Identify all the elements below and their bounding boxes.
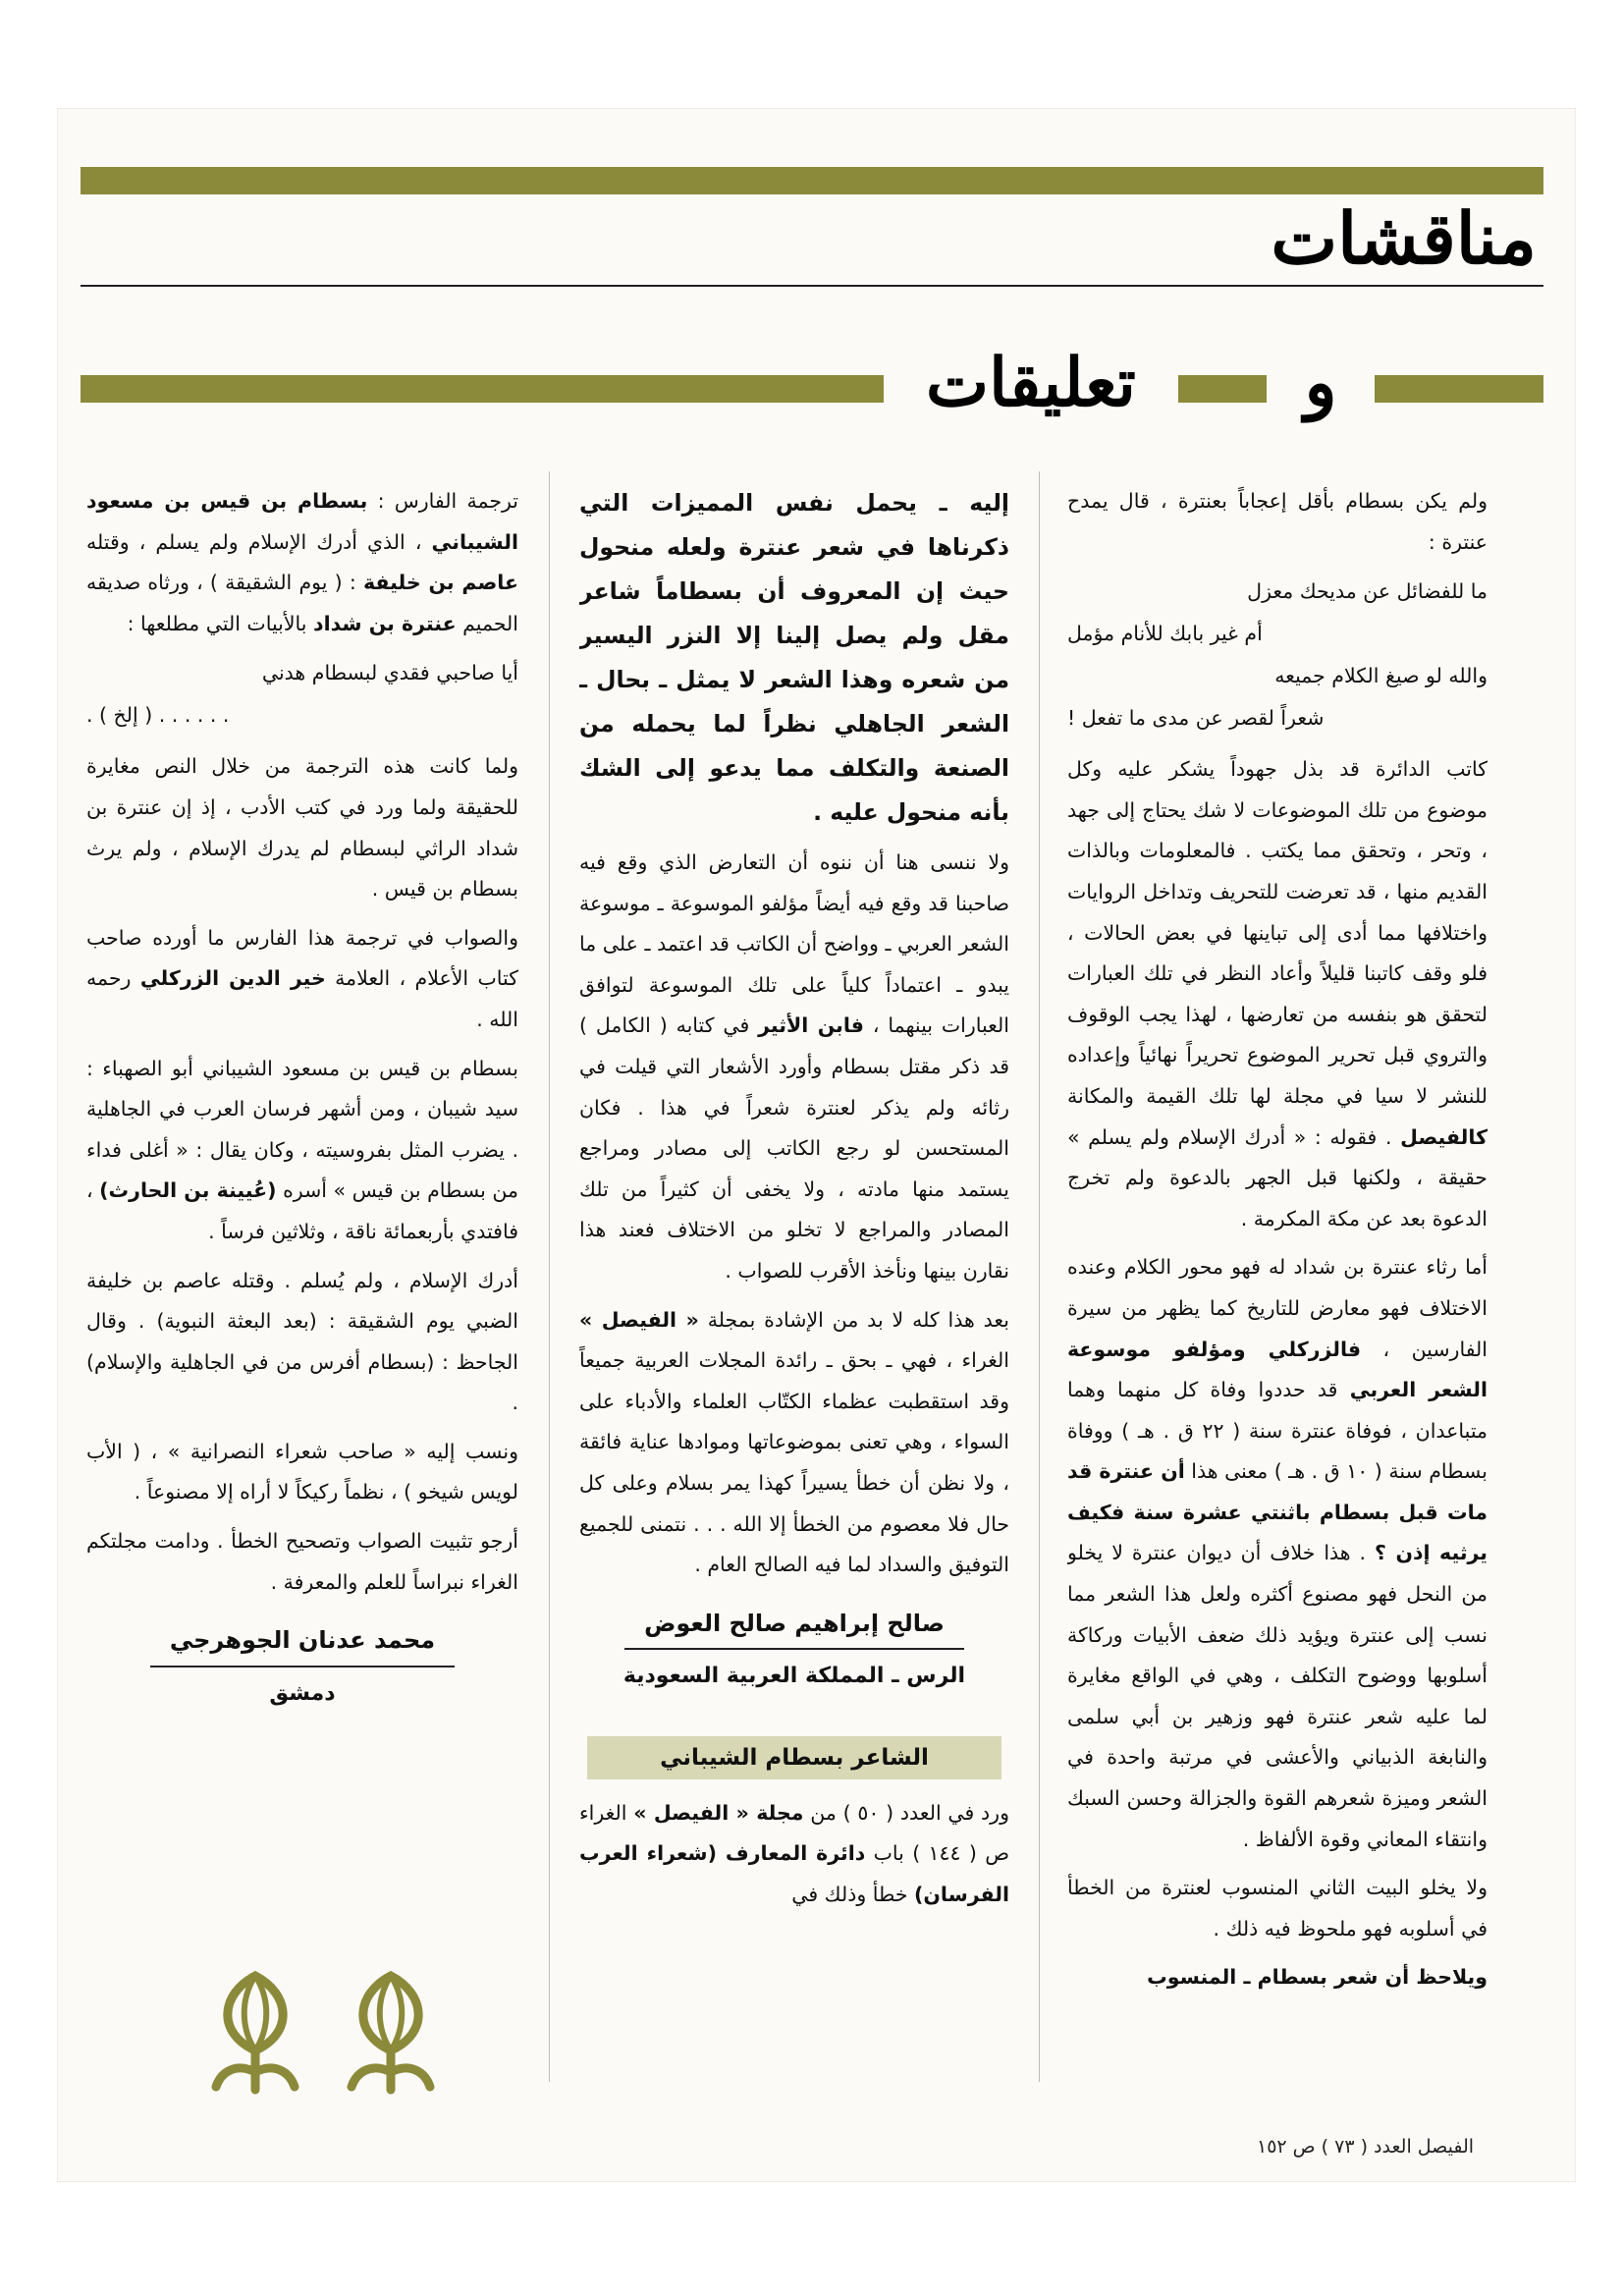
paragraph: ولما كانت هذه الترجمة من خلال النص مغايرة للحقيقة ولما ورد في كتب الأدب ، إذ إن عنترة بن شداد الراثي لبسطام لم يدرك الإسلام ، ولم يرث بسطام بن قيس . <box>86 754 518 902</box>
poem-line: أيا صاحبي فقدي لبسطام هدني <box>261 661 518 685</box>
paragraph <box>1067 1247 1488 1860</box>
bold-text: بسطام بن قيس بن مسعود الشيباني <box>86 489 518 554</box>
text-run: ولا ننسى هنا أن ننوه أن التعارض الذي وقع فيه صاحبنا قد وقع فيه أيضاً مؤلفو الموسوعة ـ موسوعة الشعر العربي ـ وواضح أن الكاتب قد اعتمد ـ على ما يبدو ـ اعتماداً كلياً على تلك الموسوعة لتوافق العبارات بينهما ، <box>579 850 1009 1038</box>
bold-text: فابن الأثير <box>758 1013 864 1038</box>
text-run: قد حددوا وفاة كل منهما وهما متباعدان ، فوفاة عنترة سنة ( ٢٢ ق . هـ ) ووفاة بسطام سنة ( ١٠ ق . هـ ) معنى هذا <box>1067 1378 1488 1484</box>
poem-line: أم غير بابك للأنام مؤمل <box>1067 622 1263 646</box>
poem <box>1067 571 1488 739</box>
bold-text: دائرة المعارف (شعراء العرب الفرسان) <box>579 1841 1009 1907</box>
text-run: الغراء ص ( ١٤٤ ) باب <box>579 1800 1009 1866</box>
paragraph <box>86 481 518 644</box>
article-column-middle <box>579 481 1009 2072</box>
text-run: بعد هذا كله لا بد من الإشادة بمجلة <box>707 1307 1009 1332</box>
bold-text: كالفيصل <box>1400 1124 1488 1149</box>
section-title-conjunction: و <box>1267 344 1375 422</box>
column-divider <box>549 471 550 2082</box>
text-run: والصواب في ترجمة هذا الفارس ما أورده صاحب كتاب الأعلام ، العلامة <box>86 925 518 991</box>
bold-text: عنترة بن شداد <box>313 611 457 635</box>
text-run: أما رثاء عنترة بن شداد له فهو محور الكلام وعنده الاختلاف فهو معارض للتاريخ كما يظهر من سيرة الفارسين ، <box>1067 1255 1488 1361</box>
paragraph <box>86 918 518 1041</box>
text-run: في كتابه ( الكامل ) قد ذكر مقتل بسطام وأورد الأشعار التي قيلت في رثائه ولم يذكر لعنترة شعراً في هذا . فكان المستحسن لو رجع الكاتب إلى مصادر ومراجع يستمد منها مادته ، ولا يخفى أن كثيراً من تلك المصادر والمراجع لا تخلو من الاختلاف فعند هذا نقارن بينها ونأخذ الأقرب للصواب . <box>579 1013 1009 1283</box>
paragraph <box>579 1300 1009 1586</box>
poem <box>86 652 518 737</box>
header-top-bar <box>81 167 1543 194</box>
text-run: بالأبيات التي مطلعها : <box>127 611 307 635</box>
poem-line: ما للفضائل عن مديحك معزل <box>1247 579 1488 604</box>
signature-block <box>86 1620 518 1714</box>
paragraph <box>579 1793 1009 1916</box>
bold-text: إليه ـ يحمل نفس المميزات التي ذكرناها في شعر عنترة ولعله منحول حيث إن المعروف أن بسطاماً شاعر مقل ولم يصل إلينا إلا النزر اليسير من شعره وهذا الشعر لا يمثل ـ بحال ـ الشعر الجاهلي نظراً لما يحمله من الصنعة والتكلف مما يدعو إلى الشك بأنه منحول عليه . <box>579 489 1009 826</box>
poem-line: شعراً لقصر عن مدى ما تفعل ! <box>1067 706 1325 731</box>
paragraph <box>1067 1957 1488 1998</box>
flower-ornament-icon <box>196 1964 314 2102</box>
header-rule <box>81 285 1543 287</box>
text-run: رحمه الله . <box>86 966 518 1031</box>
poem-line: . . . . . . ( إلخ ) . <box>86 703 230 728</box>
paragraph: أدرك الإسلام ، ولم يُسلم . وقتله عاصم بن خليفة الضبي يوم الشقيقة : (بعد البعثة النبوية) . وقال الجاحظ : (بسطام أفرس من في الجاهلية والإسلام) . <box>86 1268 518 1415</box>
bold-text: عاصم بن خليفة <box>362 571 518 595</box>
column-divider <box>1039 471 1040 2082</box>
author-name: محمد عدنان الجوهرجي <box>150 1620 455 1667</box>
text-run: . فقوله : « أدرك الإسلام ولم يسلم » حقيقة ، ولكنها قبل الجهر بالدعوة ولم تخرج الدعوة بعد عن مكة المكرمة . <box>1067 1124 1488 1230</box>
poem-line: والله لو صيغ الكلام جميعه <box>1274 664 1488 688</box>
text-run: كاتب الدائرة قد بذل جهوداً يشكر عليه وكل موضوع من تلك الموضوعات لا شك يحتاج إلى جهد ، وتحر ، وتحقق مما يكتب . فالمعلومات وبالذات القديم منها ، قد تعرضت للتحريف وتداخل الروايات واختلافها مما أدى إلى تباينها في بعض الحالات ، فلو وقف كاتبنا قليلاً وأعاد النظر في تلك العبارات لتحقق هو بنفسه من تعارضها ، لهذا يجب الوقوف والتروي قبل تحرير الموضوع تحريراً نهائياً وإعداده للنشر لا سيا في مجلة لها تلك القيمة والمكانة <box>1067 757 1488 1108</box>
author-location: دمشق <box>269 1680 336 1706</box>
text-run: : ( يوم الشقيقة ) ، ورثاه صديقه الحميم <box>86 571 518 635</box>
section-title-discussions: مناقشات <box>1271 196 1537 280</box>
article-column-left <box>86 481 518 2072</box>
text-run: . هذا خلاف أن ديوان عنترة لا يخلو من النحل فهو مصنوع أكثره ولعل هذا الشعر مما نسب إلى عنترة ويؤيد ذلك ضعف الأبيات وركاكة أسلوبها ووضوح التكلف ، وهي في الواقع مغايرة لما عليه شعر عنترة فهو وزهير بن أبي سلمى والنابغة الذبياني والأعشى في مرتبة واحدة في الشعر وميزة شعرهم القوة والجزالة وحسن السبك وانتقاء المعاني وقوة الألفاظ . <box>1067 1541 1488 1851</box>
flower-ornament-icon <box>332 1964 450 2102</box>
text-run: ورد في العدد ( ٥٠ ) من <box>810 1800 1009 1825</box>
paragraph <box>86 1049 518 1253</box>
lead-paragraph <box>579 481 1009 835</box>
bold-text: مجلة « الفيصل » <box>633 1800 804 1825</box>
paragraph: ونسب إليه « صاحب شعراء النصرانية » ، ( الأب لويس شيخو ) ، نظماً ركيكاً لا أراه إلا مصنوعاً . <box>86 1439 518 1504</box>
author-location: الرس ـ المملكة العربية السعودية <box>622 1664 966 1689</box>
text-run: ترجمة الفارس : <box>377 489 518 513</box>
page-footer: الفيصل العدد ( ٧٣ ) ص ١٥٢ <box>1257 2136 1475 2158</box>
text-run: ، الذي أدرك الإسلام ولم يسلم ، وقتله <box>86 529 422 554</box>
bold-text: (عُيينة بن الحارث) <box>99 1178 277 1203</box>
text-run: بسطام بن قيس بن مسعود الشيباني أبو الصهباء : سيد شيبان ، ومن أشهر فرسان العرب في الجاهلية . يضرب المثل بفروسيته ، وكان يقال : « أغلى فداء من بسطام بن قيس » أسره <box>86 1056 518 1203</box>
subsection-heading: الشاعر بسطام الشيباني <box>587 1736 1001 1779</box>
paragraph <box>1067 749 1488 1239</box>
text-run: خطأ وذلك في <box>791 1883 908 1907</box>
decorative-ornaments <box>196 1964 450 2102</box>
paragraph: ولا يخلو البيت الثاني المنسوب لعنترة من الخطأ في أسلوبه فهو ملحوظ فيه ذلك . <box>1067 1876 1488 1941</box>
bold-text: « الفيصل » <box>579 1307 699 1332</box>
bold-text: أن عنترة قد مات قبل بسطام باثنتي عشرة سنة فكيف يرثيه إذن ؟ <box>1067 1459 1488 1565</box>
paragraph <box>579 843 1009 1292</box>
section-title-comments: تعليقات <box>884 344 1178 422</box>
signature-block <box>579 1604 1009 1697</box>
bold-text: خير الدين الزركلي <box>139 966 326 991</box>
paragraph: ولم يكن بسطام بأقل إعجاباً بعنترة ، قال يمدح عنترة : <box>1067 489 1488 554</box>
author-name: صالح إبراهيم صالح العوض <box>624 1604 964 1651</box>
text-run: الغراء ، فهي ـ بحق ـ رائدة المجلات العربية جميعاً وقد استقطبت عظماء الكتّاب العلماء والأدباء على السواء ، وهي تعنى بموضوعاتها وموادها عناية فائقة ، ولا نظن أن خطأ يسيراً كهذا يمر بسلام وعلى كل حال فلا معصوم من الخطأ إلا الله . . . نتمنى للجميع التوفيق والسداد لما فيه الصالح العام . <box>579 1348 1009 1577</box>
paragraph: أرجو تثبيت الصواب وتصحيح الخطأ . ودامت مجلتكم الغراء نبراساً للعلم والمعرفة . <box>86 1529 518 1594</box>
bold-text: فالزركلي ومؤلفو موسوعة الشعر العربي <box>1067 1337 1488 1402</box>
bold-text: ويلاحظ أن شعر بسطام ـ المنسوب <box>1147 1965 1488 1990</box>
article-column-right <box>1067 481 1488 2072</box>
text-run: ، فافتدي بأربعمائة ناقة ، وثلاثين فرساً . <box>86 1178 518 1243</box>
